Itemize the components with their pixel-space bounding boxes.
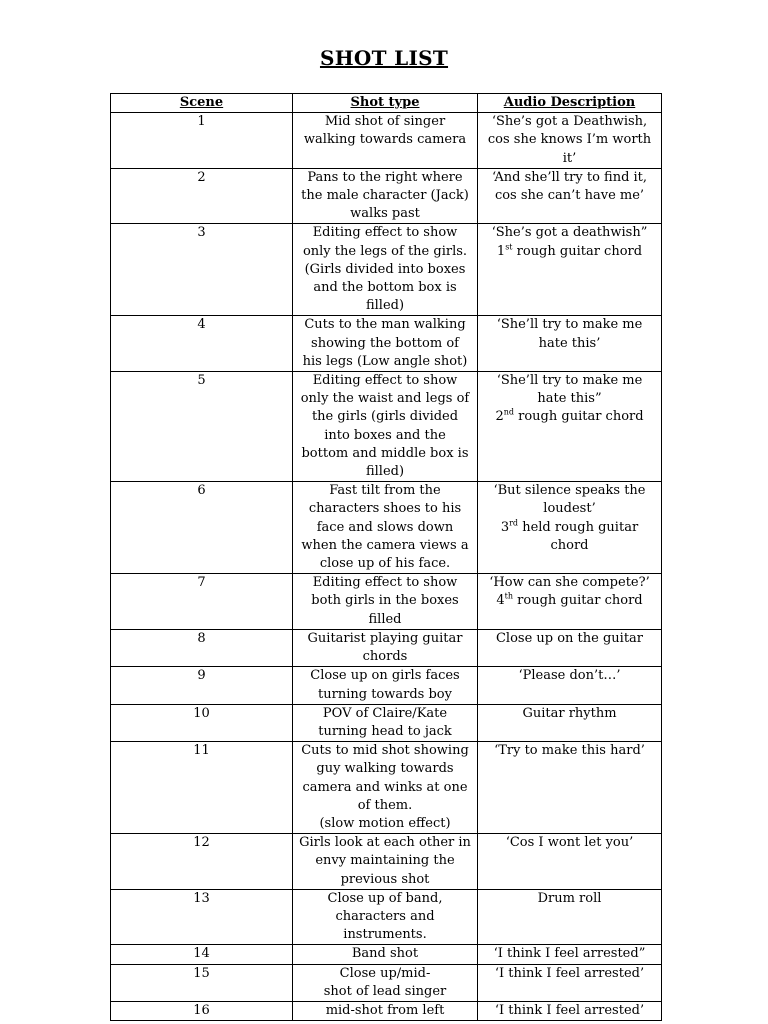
scene-number: 6 (111, 482, 293, 574)
audio-description: Close up on the guitar (478, 629, 662, 666)
header-shot-type: Shot type (293, 94, 478, 113)
table-row (111, 372, 662, 482)
table-row (111, 889, 662, 945)
audio-description: ‘She’ll try to make me hate this’ (478, 316, 662, 372)
shot-type: Girls look at each other in envy maintaining the previous shot (293, 834, 478, 890)
shot-type: Fast tilt from the characters shoes to his face and slows down when the camera views a close up of his face. (293, 482, 478, 574)
shot-type: Pans to the right where the male character (Jack) walks past (293, 168, 478, 224)
table-row (111, 113, 662, 169)
audio-description (478, 224, 662, 316)
audio-line: ‘She’s got a deathwish” (491, 225, 648, 241)
shot-type: Cuts to the man walking showing the bottom of his legs (Low angle shot) (293, 316, 478, 372)
header-audio-description: Audio Description (478, 94, 662, 113)
table-row (111, 1001, 662, 1020)
audio-description: ‘Try to make this hard’ (478, 742, 662, 834)
ordinal-suffix: th (504, 592, 514, 602)
audio-line: ‘She’ll try to make me (496, 373, 643, 389)
audio-description (478, 574, 662, 630)
shot-type: Cuts to mid shot showing guy walking towards camera and winks at one of them. (slow motion effect) (293, 742, 478, 834)
audio-description: Guitar rhythm (478, 704, 662, 741)
scene-number: 16 (111, 1001, 293, 1020)
audio-description (478, 372, 662, 482)
shot-type: Editing effect to show only the waist and legs of the girls (girls divided into boxes and the bottom and middle box is filled) (293, 372, 478, 482)
ordinal-suffix: st (505, 242, 513, 252)
audio-description: ‘And she’ll try to find it, cos she can’t have me’ (478, 168, 662, 224)
audio-description: ‘I think I feel arrested” (478, 945, 662, 964)
scene-number: 10 (111, 704, 293, 741)
audio-line: 1st rough guitar chord (496, 242, 643, 259)
shot-type: Band shot (293, 945, 478, 964)
scene-number: 11 (111, 742, 293, 834)
scene-number: 14 (111, 945, 293, 964)
table-header-row (111, 94, 662, 113)
shot-list-table (110, 93, 662, 1021)
shot-type: Close up on girls faces turning towards boy (293, 667, 478, 704)
page-title: SHOT LIST (319, 46, 449, 70)
shot-type: Guitarist playing guitar chords (293, 629, 478, 666)
audio-line: 4th rough guitar chord (496, 592, 643, 609)
shot-type: Close up/mid- shot of lead singer (293, 964, 478, 1001)
table-row (111, 834, 662, 890)
table-row (111, 316, 662, 372)
table-row (111, 704, 662, 741)
audio-line: hate this” (537, 391, 602, 407)
audio-description: ‘I think I feel arrested’ (478, 964, 662, 1001)
audio-line: chord (550, 537, 589, 553)
header-scene: Scene (111, 94, 293, 113)
scene-number: 5 (111, 372, 293, 482)
table-row (111, 667, 662, 704)
audio-line: 2nd rough guitar chord (495, 408, 644, 425)
scene-number: 4 (111, 316, 293, 372)
shot-type: mid-shot from left (293, 1001, 478, 1020)
scene-number: 2 (111, 168, 293, 224)
shot-type: Close up of band, characters and instruments. (293, 889, 478, 945)
audio-line: 3rd held rough guitar (500, 518, 639, 535)
scene-number: 1 (111, 113, 293, 169)
shot-type: POV of Claire/Kate turning head to jack (293, 704, 478, 741)
ordinal-suffix: rd (509, 518, 519, 528)
table-row (111, 964, 662, 1001)
audio-line: ‘How can she compete?’ (489, 575, 650, 591)
table-row (111, 168, 662, 224)
shot-type: Editing effect to show both girls in the boxes filled (293, 574, 478, 630)
shot-type: Mid shot of singer walking towards camera (293, 113, 478, 169)
table-row (111, 224, 662, 316)
audio-description: Drum roll (478, 889, 662, 945)
scene-number: 15 (111, 964, 293, 1001)
audio-line: ‘But silence speaks the (493, 483, 646, 499)
table-row (111, 482, 662, 574)
shot-type: Editing effect to show only the legs of the girls. (Girls divided into boxes and the bottom box is filled) (293, 224, 478, 316)
ordinal-suffix: nd (503, 408, 514, 418)
audio-description: ‘Cos I wont let you’ (478, 834, 662, 890)
scene-number: 9 (111, 667, 293, 704)
scene-number: 7 (111, 574, 293, 630)
table-row (111, 629, 662, 666)
audio-description (478, 482, 662, 574)
audio-description: ‘She’s got a Deathwish, cos she knows I’m worth it’ (478, 113, 662, 169)
audio-line: loudest’ (543, 501, 596, 517)
scene-number: 3 (111, 224, 293, 316)
audio-description: ‘I think I feel arrested’ (478, 1001, 662, 1020)
table-row (111, 574, 662, 630)
scene-number: 8 (111, 629, 293, 666)
scene-number: 13 (111, 889, 293, 945)
table-row (111, 945, 662, 964)
table-row (111, 742, 662, 834)
scene-number: 12 (111, 834, 293, 890)
audio-description: ‘Please don’t…’ (478, 667, 662, 704)
